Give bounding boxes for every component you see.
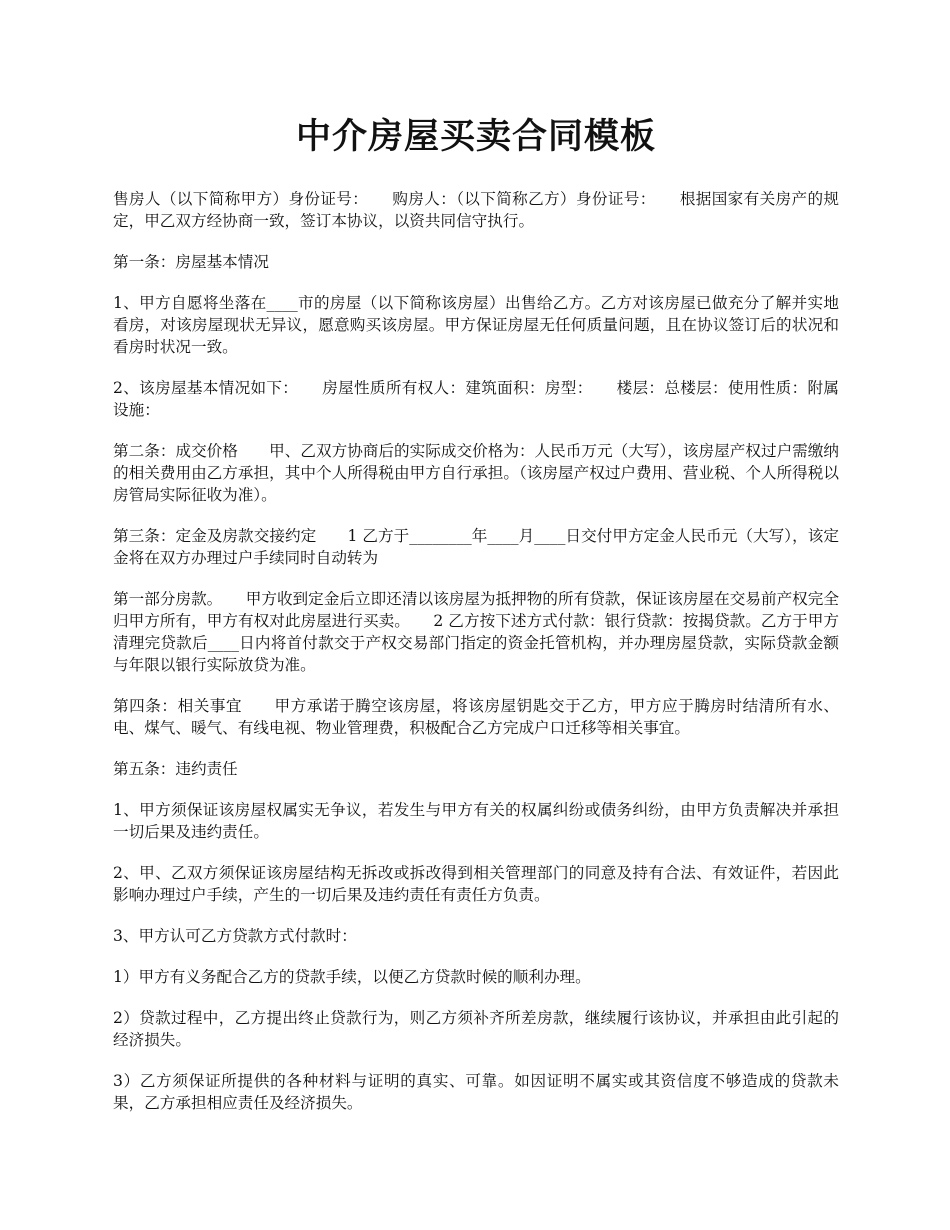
paragraph-article-5-heading: 第五条：违约责任 [113,760,238,778]
paragraph-article-1-heading: 第一条：房屋基本情况 [113,253,269,271]
paragraph-article-5-item-2: 2、甲、乙双方须保证该房屋结构无拆改或拆改得到相关管理部门的同意及持有合法、有效证件，若因此影响办理过户手续，产生的一切后果及违约责任有责任方负责。 [113,864,839,904]
paragraph-article-5-sub-1: 1）甲方有义务配合乙方的贷款手续，以便乙方贷款时候的顺利办理。 [113,968,591,986]
document-page [113,112,839,1133]
paragraph-parties: 售房人（以下简称甲方）身份证号： 购房人：（以下简称乙方）身份证号： 根据国家有关房产的规定，甲乙双方经协商一致，签订本协议，以资共同信守执行。 [113,190,839,230]
paragraph-article-2: 第二条：成交价格 甲、乙双方协商后的实际成交价格为：人民币万元（大写），该房屋产权过户需缴纳的相关费用由乙方承担，其中个人所得税由甲方自行承担。（该房屋产权过户费用、营业税、个人所得税以房管局实际征收为准）。 [113,442,839,504]
paragraph-article-5-sub-3: 3）乙方须保证所提供的各种材料与证明的真实、可靠。如因证明不属实或其资信度不够造成的贷款未果，乙方承担相应责任及经济损失。 [113,1072,839,1112]
paragraph-article-3-payment: 第一部分房款。 甲方收到定金后立即还清以该房屋为抵押物的所有贷款，保证该房屋在交易前产权完全归甲方所有，甲方有权对此房屋进行买卖。 2 乙方按下述方式付款：银行贷款：按揭贷款。乙方于甲方清理完贷款后____日内将首付款交于产权交易部门指定的资金托管机构，并办理房屋贷款，实际贷款金额与年限以银行实际放贷为准。 [113,590,839,674]
paragraph-article-5-item-1: 1、甲方须保证该房屋权属实无争议，若发生与甲方有关的权属纠纷或债务纠纷，由甲方负责解决并承担一切后果及违约责任。 [113,801,839,841]
paragraph-article-1-item-1: 1、甲方自愿将坐落在____市的房屋（以下简称该房屋）出售给乙方。乙方对该房屋已做充分了解并实地看房，对该房屋现状无异议，愿意购买该房屋。甲方保证房屋无任何质量问题，且在协议签订后的状况和看房时状况一致。 [113,294,839,356]
paragraph-article-5-item-3: 3、甲方认可乙方贷款方式付款时： [113,927,357,945]
document-title: 中介房屋买卖合同模板 [295,116,656,157]
paragraph-article-5-sub-2: 2）贷款过程中，乙方提出终止贷款行为，则乙方须补齐所差房款，继续履行该协议，并承担由此引起的经济损失。 [113,1009,839,1049]
paragraph-article-1-item-2: 2、该房屋基本情况如下： 房屋性质所有权人：建筑面积：房型： 楼层：总楼层：使用性质：附属设施： [113,379,839,419]
paragraph-article-3: 第三条：定金及房款交接约定 1 乙方于________年____月____日交付甲方定金人民币元（大写），该定金将在双方办理过户手续同时自动转为 [113,527,839,567]
paragraph-article-4: 第四条：相关事宜 甲方承诺于腾空该房屋，将该房屋钥匙交于乙方，甲方应于腾房时结清所有水、电、煤气、暖气、有线电视、物业管理费，积极配合乙方完成户口迁移等相关事宜。 [113,697,839,737]
